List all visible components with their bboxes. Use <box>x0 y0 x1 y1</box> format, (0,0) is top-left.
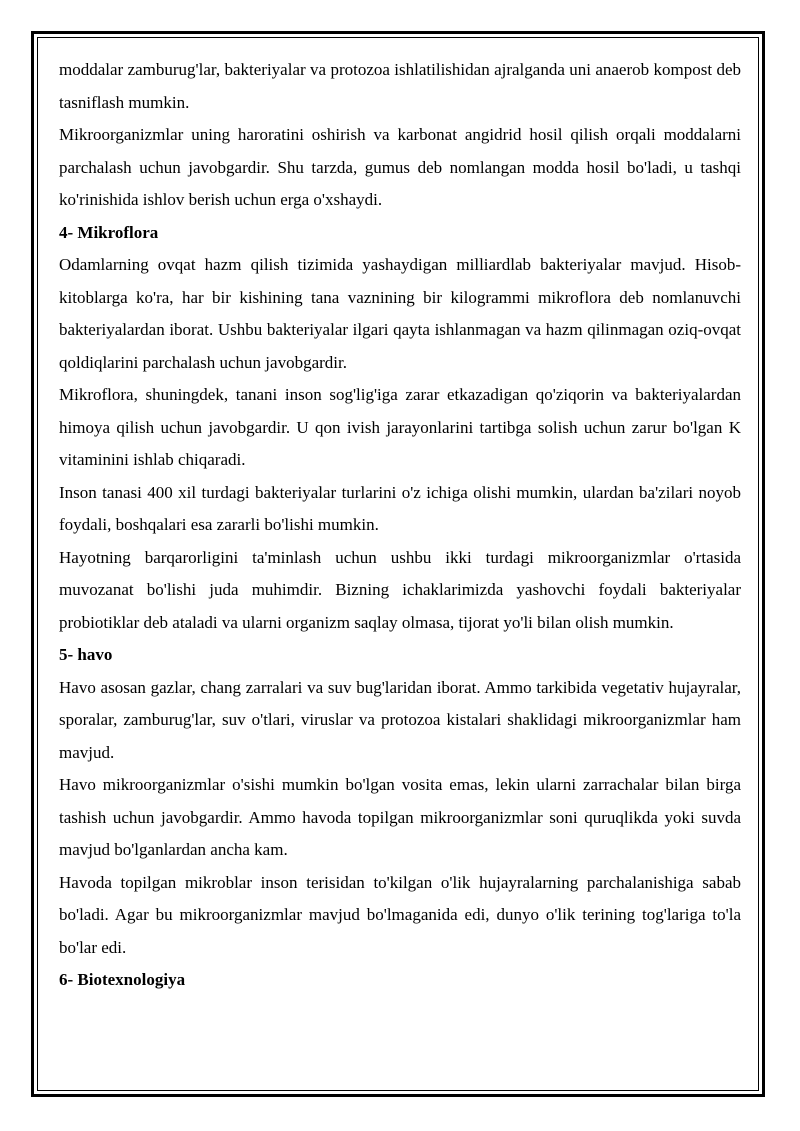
paragraph-microorganisms-humus: Mikroorganizmlar uning haroratini oshirish va karbonat angidrid hosil qilish orqali moddalarni parchalash uchun javobgardir. Shu tarzda, gumus deb nomlangan modda hosil bo'ladi, u tashqi ko'rinishida ishlov berish uchun erga o'xshaydi. <box>59 125 741 209</box>
paragraph-compost-end: moddalar zamburug'lar, bakteriyalar va protozoa ishlatilishidan ajralganda uni anaerob kompost deb tasniflash mumkin. <box>59 60 741 112</box>
paragraph-bacteria-types: Inson tanasi 400 xil turdagi bakteriyalar turlarini o'z ichiga olishi mumkin, ulardan ba'zilari noyob foydali, boshqalari esa zararli bo'lishi mumkin. <box>59 482 741 534</box>
paragraph-air-composition: Havo asosan gazlar, chang zarralari va suv bug'laridan iborat. Ammo tarkibida vegetativ hujayralar, sporalar, zamburug'lar, suv o'tlari, viruslar va protozoa kistalari shaklidagi mikroorganizmlar ham mavjud. <box>59 677 741 762</box>
heading-mikroflora: 4- Mikroflora <box>59 222 159 242</box>
paragraph-digestive-bacteria: Odamlarning ovqat hazm qilish tizimida yashaydigan milliardlab bakteriyalar mavjud. Hisob-kitoblarga ko'ra, har bir kishining tana vaznining bir kilogrammi mikroflora deb nomlanuvchi bakteriyalardan iborat. Ushbu bakteriyalar ilgari qayta ishlanmagan va hazm qilinmagan oziq-ovqat qoldiqlarini parchalash uchun javobgardir. <box>59 255 741 372</box>
paragraph-air-transport: Havo mikroorganizmlar o'sishi mumkin bo'lgan vosita emas, lekin ularni zarrachalar bilan birga tashish uchun javobgardir. Ammo havoda topilgan mikroorganizmlar soni quruqlikda yoki suvda mavjud bo'lganlardan ancha kam. <box>59 775 741 859</box>
heading-biotexnologiya: 6- Biotexnologiya <box>59 970 186 989</box>
paragraph-microflora-protection: Mikroflora, shuningdek, tanani inson sog'lig'iga zarar etkazadigan qo'ziqorin va bakteriyalardan himoya qilish uchun javobgardir. U qon ivish jarayonlarini tartibga solish uchun zarur bo'lgan K vitaminini ishlab chiqaradi. <box>59 385 741 469</box>
paragraph-air-microbes: Havoda topilgan mikroblar inson terisidan to'kilgan o'lik hujayralarning parchalanishiga sabab bo'ladi. Agar bu mikroorganizmlar mavjud bo'lmaganida edi, dunyo o'lik terining tog'lariga to'la bo'lar edi. <box>59 872 741 957</box>
heading-havo: 5- havo <box>59 645 113 664</box>
paragraph-probiotics: Hayotning barqarorligini ta'minlash uchun ushbu ikki turdagi mikroorganizmlar o'rtasida muvozanat bo'lishi juda muhimdir. Bizning ichaklarimizda yashovchi foydali bakteriyalar probiotiklar deb ataladi va ularni organizm saqlay olmasa, tijorat yo'li bilan olish mumkin. <box>59 547 741 632</box>
document-body <box>59 54 741 997</box>
